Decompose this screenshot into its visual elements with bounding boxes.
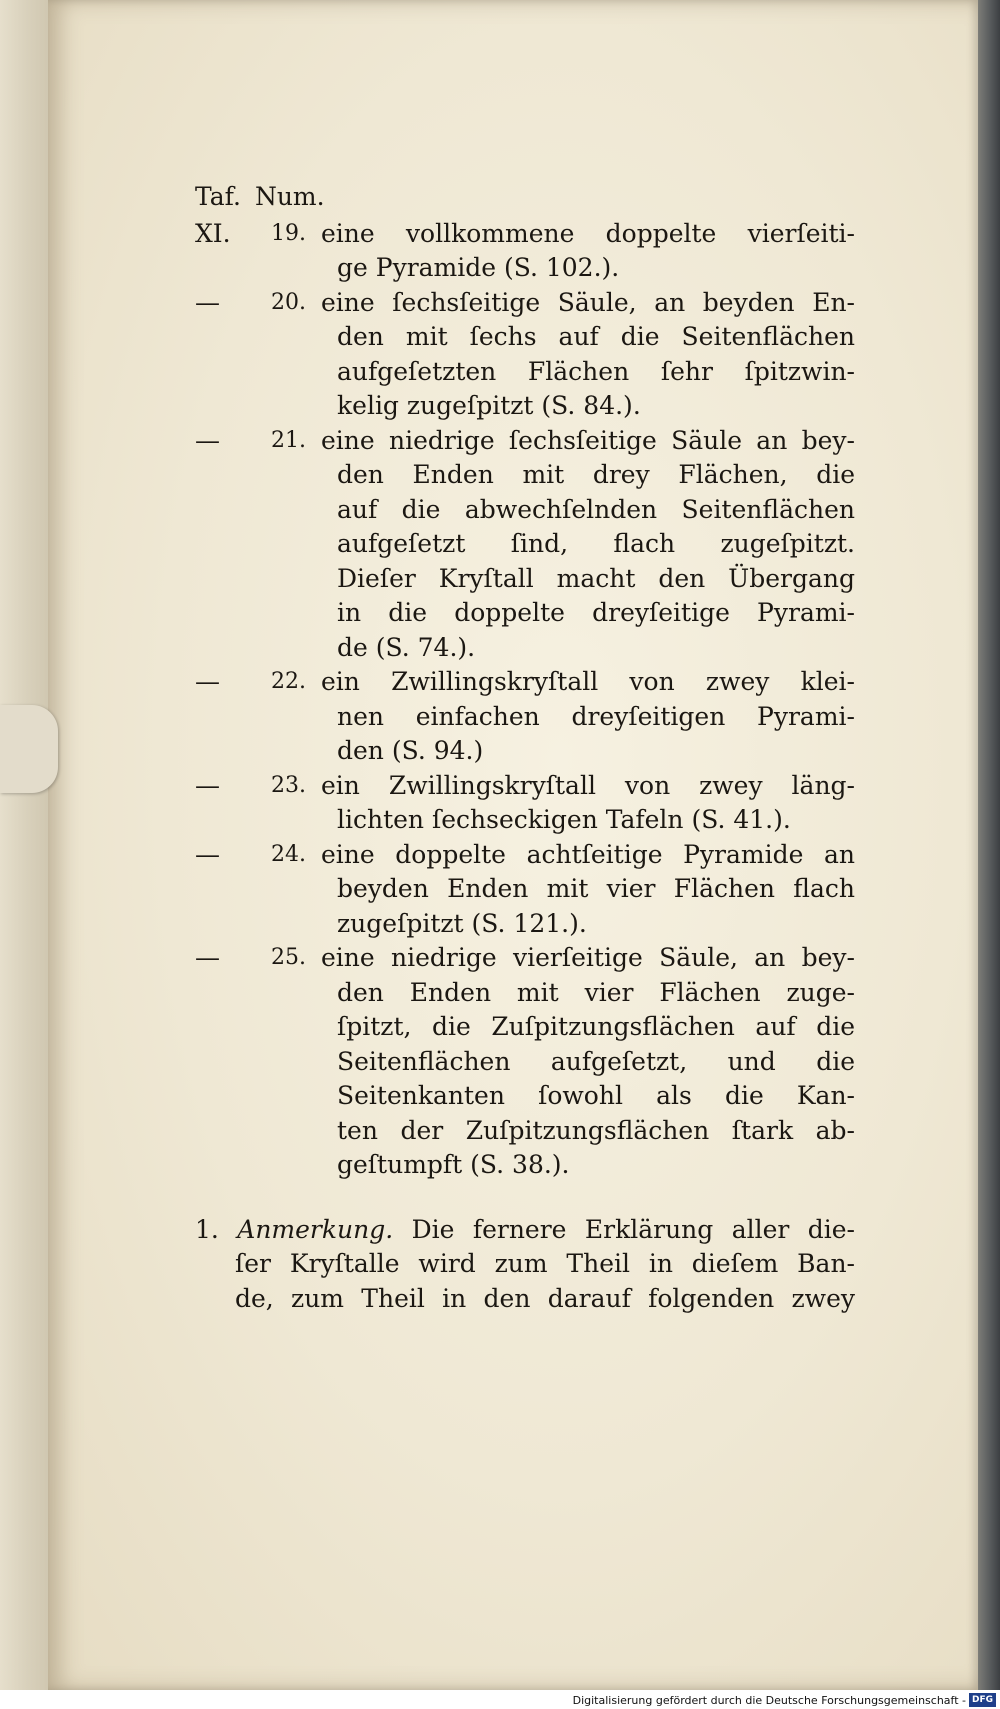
entry-item	[195, 665, 855, 769]
entry-taf: XI.	[195, 218, 231, 248]
note-line: ſer Kryſtalle wird zum Theil in dieſem Ban-	[235, 1249, 855, 1278]
footer-bar	[0, 1690, 1000, 1709]
footer-credit: Digitalisierung gefördert durch die Deutsche Forschungsgemeinschaft -	[572, 1694, 966, 1707]
column-header	[195, 180, 855, 215]
entry-taf: —	[195, 287, 220, 317]
entry-number: 22.	[271, 669, 306, 694]
entry-list	[195, 217, 855, 1183]
entry-number: 23.	[271, 772, 306, 798]
entry-taf: —	[195, 425, 220, 455]
page-text	[195, 180, 855, 1316]
note-label: Anmerkung.	[237, 1214, 394, 1244]
entry-line: geſtumpft (S. 38.).	[337, 1150, 570, 1179]
entry-line: den (S. 94.)	[337, 736, 484, 765]
note-first-line-text: Die fernere Erklärung aller die-	[411, 1214, 855, 1244]
entry-item	[195, 424, 855, 666]
entry-line: eine vollkommene doppelte vierſeiti-	[321, 218, 855, 248]
entry-line: in die doppelte dreyſeitige Pyrami-	[337, 598, 855, 627]
entry-line: auf die abwechſelnden Seitenflächen	[337, 494, 855, 524]
note-number: 1.	[195, 1214, 219, 1244]
page-tab-flap	[0, 705, 58, 793]
entry-line: ein Zwillingskryſtall von zwey läng-	[321, 770, 855, 800]
entry-line: Dieſer Kryſtall macht den Übergang	[337, 563, 855, 593]
entry-number: 24.	[271, 841, 306, 867]
entry-taf: —	[195, 943, 220, 972]
num-header: Num.	[254, 182, 325, 211]
entry-line: aufgeſetzten Flächen ſehr ſpitzwin-	[337, 356, 855, 386]
note-line: de, zum Theil in den darauf folgenden zwey	[235, 1283, 855, 1313]
entry-taf: —	[195, 839, 220, 869]
entry-line: Seitenflächen aufgeſetzt, und die	[337, 1046, 855, 1076]
entry-line: eine doppelte achtſeitige Pyramide an	[321, 839, 855, 869]
entry-number: 19.	[271, 220, 306, 246]
entry-line: kelig zugeſpitzt (S. 84.).	[337, 391, 641, 420]
entry-line: lichten ſechseckigen Tafeln (S. 41.).	[337, 805, 791, 834]
entry-line: beyden Enden mit vier Flächen flach	[337, 874, 855, 903]
entry-line: nen einfachen dreyſeitigen Pyrami-	[337, 701, 855, 731]
entry-item	[195, 769, 855, 838]
entry-line: den mit ſechs auf die Seitenflächen	[337, 322, 855, 351]
entry-item	[195, 217, 855, 286]
entry-line: aufgeſetzt ſind, flach zugeſpitzt.	[337, 529, 855, 558]
entry-number: 20.	[271, 289, 306, 315]
entry-line: ein Zwillingskryſtall von zwey klei-	[321, 667, 855, 696]
entry-line: de (S. 74.).	[337, 632, 476, 662]
entry-line: eine ſechsſeitige Säule, an beyden En-	[321, 287, 855, 317]
entry-number: 25.	[271, 945, 306, 970]
entry-line: eine niedrige vierſeitige Säule, an bey-	[321, 943, 855, 972]
taf-header: Taf.	[195, 182, 241, 211]
entry-taf: —	[195, 667, 220, 696]
entry-line: ge Pyramide (S. 102.).	[337, 253, 620, 282]
entry-taf: —	[195, 770, 220, 800]
entry-line: zugeſpitzt (S. 121.).	[337, 908, 587, 938]
entry-line: den Enden mit drey Flächen, die	[337, 460, 855, 489]
entry-line: den Enden mit vier Flächen zuge-	[337, 977, 855, 1007]
entry-line: ten der Zuſpitzungsflächen ſtark ab-	[337, 1115, 855, 1145]
entry-item	[195, 838, 855, 942]
cover-edge	[978, 0, 1000, 1709]
note-paragraph	[195, 1213, 855, 1317]
dfg-logo: DFG	[969, 1693, 996, 1707]
entry-item	[195, 286, 855, 424]
entry-line: ſpitzt, die Zuſpitzungsflächen auf die	[337, 1012, 855, 1041]
entry-line: Seitenkanten ſowohl als die Kan-	[337, 1081, 855, 1110]
entry-item	[195, 941, 855, 1183]
note-first-line	[195, 1213, 855, 1248]
entry-line: eine niedrige ſechsſeitige Säule an bey-	[321, 425, 855, 455]
entry-number: 21.	[271, 427, 306, 453]
